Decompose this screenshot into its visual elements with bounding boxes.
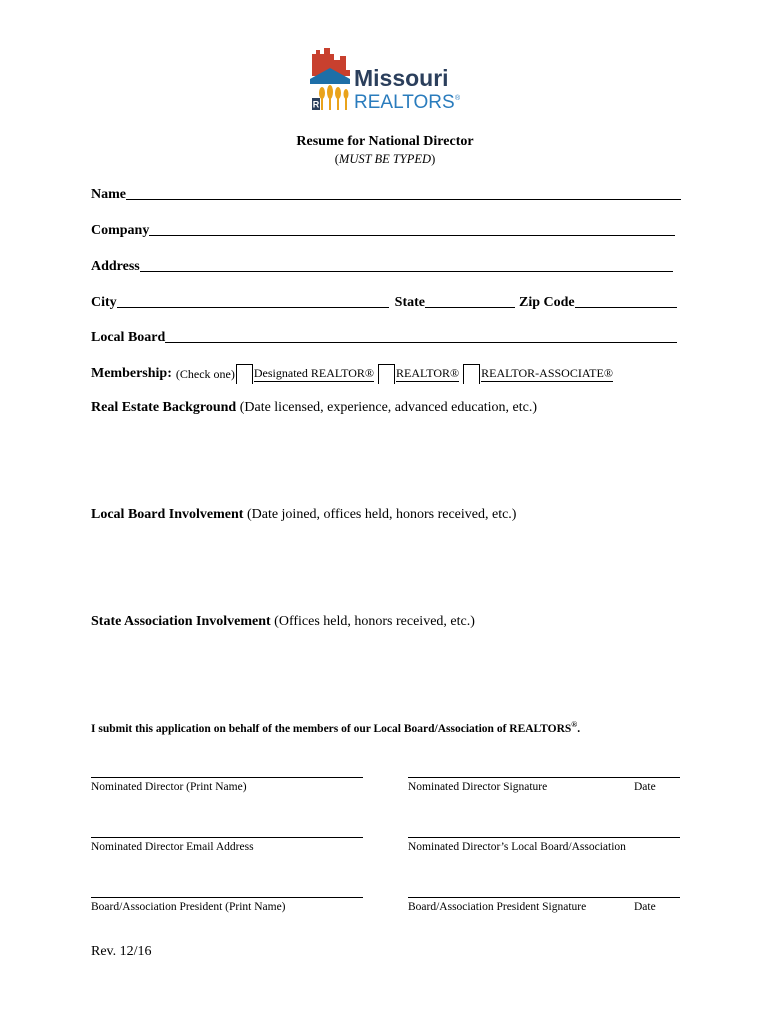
president-date-label: Date bbox=[634, 901, 656, 913]
name-field[interactable] bbox=[91, 185, 681, 203]
membership-hint: (Check one) bbox=[175, 366, 235, 381]
submit-statement bbox=[91, 720, 580, 735]
checkbox-realtor-associate[interactable] bbox=[463, 364, 480, 384]
logo-word-missouri: Missouri bbox=[354, 65, 449, 91]
director-signature-line[interactable] bbox=[408, 777, 680, 778]
local-board-involvement-input[interactable] bbox=[91, 531, 681, 601]
name-line[interactable] bbox=[126, 199, 681, 200]
state-association-involvement-input[interactable] bbox=[91, 638, 681, 708]
local-board-line[interactable] bbox=[165, 342, 677, 343]
submit-registered-mark: ® bbox=[571, 720, 578, 729]
local-board-involvement-label: Local Board Involvement bbox=[91, 507, 244, 522]
option-realtor: REALTOR® bbox=[396, 366, 460, 380]
company-label: Company bbox=[91, 223, 150, 238]
local-board-involvement-hint: (Date joined, offices held, honors received, etc.) bbox=[246, 507, 517, 522]
director-email-line[interactable] bbox=[91, 837, 363, 838]
real-estate-background-hint: (Date licensed, experience, advanced education, etc.) bbox=[239, 400, 538, 415]
option-designated-realtor: Designated REALTOR® bbox=[253, 366, 374, 380]
logo-graphic bbox=[310, 46, 460, 112]
city-state-zip-row bbox=[91, 293, 677, 311]
president-signature-label: Board/Association President Signature bbox=[408, 901, 587, 913]
real-estate-background-label: Real Estate Background bbox=[91, 400, 237, 415]
president-name-line[interactable] bbox=[91, 897, 363, 898]
real-estate-background-heading bbox=[91, 400, 537, 416]
real-estate-background-input[interactable] bbox=[91, 424, 681, 494]
city-label: City bbox=[91, 295, 117, 310]
director-name-label: Nominated Director (Print Name) bbox=[91, 781, 247, 793]
state-line[interactable] bbox=[425, 307, 515, 308]
subtitle-must-be-typed: MUST BE TYPED bbox=[338, 152, 432, 166]
director-board-label: Nominated Director’s Local Board/Association bbox=[408, 841, 626, 853]
name-label: Name bbox=[91, 187, 126, 202]
address-label: Address bbox=[91, 259, 140, 274]
missouri-realtors-logo bbox=[310, 46, 460, 112]
local-board-label: Local Board bbox=[91, 330, 166, 345]
submit-period: . bbox=[577, 722, 581, 735]
local-board-field[interactable] bbox=[91, 328, 677, 346]
director-signature-label: Nominated Director Signature bbox=[408, 781, 548, 793]
page-title: Resume for National Director bbox=[296, 134, 474, 149]
director-name-line[interactable] bbox=[91, 777, 363, 778]
zip-label: Zip Code bbox=[519, 295, 575, 310]
zip-line[interactable] bbox=[575, 307, 677, 308]
president-name-label: Board/Association President (Print Name) bbox=[91, 901, 286, 913]
state-association-involvement-heading bbox=[91, 614, 475, 630]
membership-row bbox=[91, 364, 613, 384]
director-date-label: Date bbox=[634, 781, 656, 793]
director-email-label: Nominated Director Email Address bbox=[91, 841, 254, 853]
logo-registered-mark: ® bbox=[455, 95, 460, 102]
subtitle-close: ) bbox=[431, 152, 436, 166]
local-board-involvement-heading bbox=[91, 507, 516, 523]
director-board-line[interactable] bbox=[408, 837, 680, 838]
option-realtor-associate: REALTOR-ASSOCIATE® bbox=[481, 366, 613, 380]
address-field[interactable] bbox=[91, 257, 673, 275]
revision-label: Rev. 12/16 bbox=[91, 944, 152, 959]
checkbox-designated-realtor[interactable] bbox=[236, 364, 253, 384]
state-association-involvement-hint: (Offices held, honors received, etc.) bbox=[274, 614, 475, 629]
company-field[interactable] bbox=[91, 221, 675, 239]
submit-statement-text: I submit this application on behalf of the members of our Local Board/Association of REALTORS bbox=[91, 722, 572, 735]
subtitle-open: ( bbox=[334, 152, 339, 166]
address-line[interactable] bbox=[140, 271, 673, 272]
badge-letter: R bbox=[312, 99, 320, 110]
president-signature-line[interactable] bbox=[408, 897, 680, 898]
checkbox-realtor[interactable] bbox=[378, 364, 395, 384]
state-association-involvement-label: State Association Involvement bbox=[91, 614, 271, 629]
logo-word-realtors: REALTORS bbox=[354, 92, 455, 112]
membership-label: Membership: bbox=[91, 366, 172, 381]
state-label: State bbox=[394, 295, 425, 310]
page-subtitle bbox=[0, 152, 770, 167]
company-line[interactable] bbox=[149, 235, 675, 236]
city-line[interactable] bbox=[117, 307, 389, 308]
